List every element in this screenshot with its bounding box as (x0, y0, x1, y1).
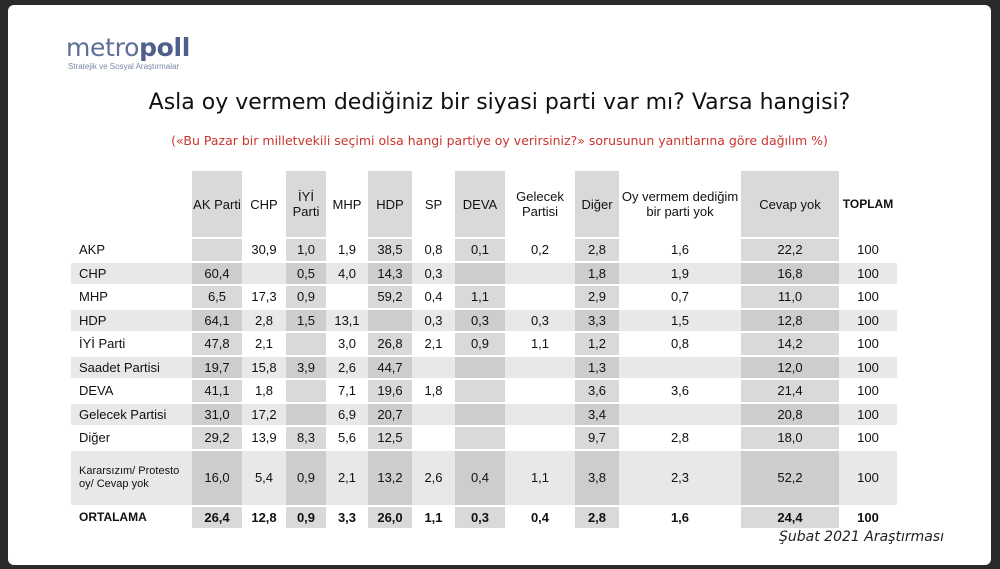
table-cell: 0,3 (412, 262, 455, 286)
table-cell: 100 (839, 426, 897, 450)
table-cell: 19,6 (368, 379, 412, 403)
table-cell: 0,9 (286, 506, 326, 529)
table-cell: 15,8 (242, 356, 286, 380)
table-cell: 3,3 (326, 506, 368, 529)
data-table (71, 171, 897, 530)
logo-wordmark-light: metro (66, 33, 140, 62)
table-cell: 1,5 (286, 309, 326, 333)
table-cell: 60,4 (192, 262, 242, 286)
table-cell: 100 (839, 506, 897, 529)
column-header: Gelecek Partisi (505, 171, 575, 238)
table-cell: 12,0 (741, 356, 839, 380)
table-cell: 0,9 (455, 332, 505, 356)
table-cell: 4,0 (326, 262, 368, 286)
column-header: HDP (368, 171, 412, 238)
table-cell (455, 403, 505, 427)
table-cell: 41,1 (192, 379, 242, 403)
table-cell: 100 (839, 262, 897, 286)
table-cell: 2,1 (242, 332, 286, 356)
table-cell: 1,8 (412, 379, 455, 403)
table-cell: 26,0 (368, 506, 412, 529)
table-cell: 5,6 (326, 426, 368, 450)
table-cell (368, 309, 412, 333)
table-cell: 12,5 (368, 426, 412, 450)
table-cell (505, 262, 575, 286)
table-cell: 1,8 (575, 262, 619, 286)
table-cell: 1,1 (505, 450, 575, 506)
row-label: DEVA (71, 379, 192, 403)
table-cell: 29,2 (192, 426, 242, 450)
table-cell: 1,2 (575, 332, 619, 356)
table-cell: 100 (839, 379, 897, 403)
table-cell: 0,9 (286, 285, 326, 309)
table-cell: 100 (839, 285, 897, 309)
table-cell: 0,8 (412, 238, 455, 262)
table-cell (326, 285, 368, 309)
table-cell: 0,9 (286, 450, 326, 506)
table-cell: 13,1 (326, 309, 368, 333)
column-header: MHP (326, 171, 368, 238)
table-cell: 1,6 (619, 506, 741, 529)
table-cell: 2,8 (575, 238, 619, 262)
column-header: DEVA (455, 171, 505, 238)
row-label: AKP (71, 238, 192, 262)
logo-wordmark (66, 35, 190, 61)
row-label: MHP (71, 285, 192, 309)
column-header: Oy vermem dediğim bir parti yok (619, 171, 741, 238)
table-cell: 0,4 (455, 450, 505, 506)
table-cell: 2,6 (326, 356, 368, 380)
table-row (71, 356, 897, 380)
table-cell (192, 238, 242, 262)
table-cell (412, 403, 455, 427)
column-header: Cevap yok (741, 171, 839, 238)
table-cell (455, 262, 505, 286)
table-cell: 0,8 (619, 332, 741, 356)
table-cell: 16,8 (741, 262, 839, 286)
table-cell: 30,9 (242, 238, 286, 262)
table-cell (455, 379, 505, 403)
table-cell: 3,4 (575, 403, 619, 427)
table-cell (505, 356, 575, 380)
table-cell: 1,5 (619, 309, 741, 333)
average-row (71, 506, 897, 529)
row-label: CHP (71, 262, 192, 286)
table-cell (242, 262, 286, 286)
row-label: ORTALAMA (71, 506, 192, 529)
table-cell: 19,7 (192, 356, 242, 380)
table-cell: 64,1 (192, 309, 242, 333)
table-cell: 17,2 (242, 403, 286, 427)
table-cell (505, 285, 575, 309)
table-cell (505, 379, 575, 403)
table-cell: 14,3 (368, 262, 412, 286)
table-cell: 3,3 (575, 309, 619, 333)
page-title: Asla oy vermem dediğiniz bir siyasi parti var mı? Varsa hangisi? (148, 90, 851, 115)
table-cell: 0,4 (505, 506, 575, 529)
table-cell: 100 (839, 309, 897, 333)
column-header: CHP (242, 171, 286, 238)
table-cell: 13,9 (242, 426, 286, 450)
table-cell: 26,4 (192, 506, 242, 529)
table-cell: 1,9 (619, 262, 741, 286)
table-cell: 2,1 (412, 332, 455, 356)
table-cell: 0,3 (455, 309, 505, 333)
table-cell: 1,8 (242, 379, 286, 403)
table-cell (286, 403, 326, 427)
table-cell: 3,6 (619, 379, 741, 403)
table-cell (412, 426, 455, 450)
table-cell: 38,5 (368, 238, 412, 262)
table-cell: 100 (839, 238, 897, 262)
table-cell: 2,8 (575, 506, 619, 529)
table-cell: 26,8 (368, 332, 412, 356)
table-cell: 0,5 (286, 262, 326, 286)
column-header-total: TOPLAM (839, 171, 897, 238)
table-cell: 1,3 (575, 356, 619, 380)
header-corner (71, 171, 192, 238)
table-cell: 8,3 (286, 426, 326, 450)
table-cell: 12,8 (741, 309, 839, 333)
table-cell: 0,4 (412, 285, 455, 309)
table-cell: 2,3 (619, 450, 741, 506)
table-cell: 2,8 (242, 309, 286, 333)
table-cell: 5,4 (242, 450, 286, 506)
survey-date-note: Şubat 2021 Araştırması (779, 529, 944, 545)
row-label: Saadet Partisi (71, 356, 192, 380)
table-cell: 21,4 (741, 379, 839, 403)
logo-tagline: Stratejik ve Sosyal Araştırmalar (68, 62, 180, 71)
table-body (71, 238, 897, 529)
table-cell: 20,8 (741, 403, 839, 427)
metropoll-logo (66, 35, 190, 71)
page-subtitle: («Bu Pazar bir milletvekili seçimi olsa hangi partiye oy verirsiniz?» sorusunun yanıtlarına göre dağılım %) (171, 133, 828, 148)
table-row (71, 238, 897, 262)
table-cell: 14,2 (741, 332, 839, 356)
table-cell: 11,0 (741, 285, 839, 309)
row-label: İYİ Parti (71, 332, 192, 356)
table-cell: 0,3 (505, 309, 575, 333)
table-cell: 100 (839, 403, 897, 427)
table-cell: 0,7 (619, 285, 741, 309)
table-row (71, 332, 897, 356)
row-label: Diğer (71, 426, 192, 450)
table-cell (505, 426, 575, 450)
table-cell: 16,0 (192, 450, 242, 506)
table-cell: 1,9 (326, 238, 368, 262)
table-cell (619, 403, 741, 427)
table-row (71, 262, 897, 286)
table-cell: 47,8 (192, 332, 242, 356)
slide (8, 5, 991, 565)
table-cell (505, 403, 575, 427)
table-cell: 3,0 (326, 332, 368, 356)
table-cell: 12,8 (242, 506, 286, 529)
table-cell: 3,6 (575, 379, 619, 403)
row-label: Kararsızım/ Protesto oy/ Cevap yok (71, 450, 192, 506)
table-cell: 6,5 (192, 285, 242, 309)
table-cell: 1,0 (286, 238, 326, 262)
column-header: AK Parti (192, 171, 242, 238)
table-cell (455, 426, 505, 450)
table-row (71, 285, 897, 309)
table-cell: 6,9 (326, 403, 368, 427)
table-row (71, 309, 897, 333)
table-cell: 13,2 (368, 450, 412, 506)
column-header: Diğer (575, 171, 619, 238)
table-cell: 17,3 (242, 285, 286, 309)
table-cell: 0,2 (505, 238, 575, 262)
table-row (71, 403, 897, 427)
table-cell: 44,7 (368, 356, 412, 380)
table-cell: 100 (839, 332, 897, 356)
table-cell: 2,9 (575, 285, 619, 309)
table-cell (412, 356, 455, 380)
table-cell: 1,1 (412, 506, 455, 529)
table-cell: 2,1 (326, 450, 368, 506)
table-cell: 9,7 (575, 426, 619, 450)
table-cell: 100 (839, 450, 897, 506)
table-cell (286, 379, 326, 403)
table-cell: 3,8 (575, 450, 619, 506)
table-cell: 22,2 (741, 238, 839, 262)
table-cell: 24,4 (741, 506, 839, 529)
table-row (71, 450, 897, 506)
table-cell: 20,7 (368, 403, 412, 427)
table-cell: 18,0 (741, 426, 839, 450)
table-cell: 0,3 (455, 506, 505, 529)
header-row (71, 171, 897, 238)
table-cell (455, 356, 505, 380)
table-cell: 52,2 (741, 450, 839, 506)
table-cell: 100 (839, 356, 897, 380)
table-cell: 0,3 (412, 309, 455, 333)
column-header: İYİ Parti (286, 171, 326, 238)
table-cell: 31,0 (192, 403, 242, 427)
table-row (71, 426, 897, 450)
row-label: Gelecek Partisi (71, 403, 192, 427)
table-cell: 0,1 (455, 238, 505, 262)
table-cell: 1,6 (619, 238, 741, 262)
table-cell: 7,1 (326, 379, 368, 403)
table-cell (619, 356, 741, 380)
row-label: HDP (71, 309, 192, 333)
table-cell: 1,1 (505, 332, 575, 356)
logo-wordmark-bold: poll (139, 33, 191, 62)
table-row (71, 379, 897, 403)
column-header: SP (412, 171, 455, 238)
table-cell: 1,1 (455, 285, 505, 309)
table-cell (286, 332, 326, 356)
table-cell: 2,8 (619, 426, 741, 450)
table-cell: 59,2 (368, 285, 412, 309)
table-cell: 2,6 (412, 450, 455, 506)
table-cell: 3,9 (286, 356, 326, 380)
